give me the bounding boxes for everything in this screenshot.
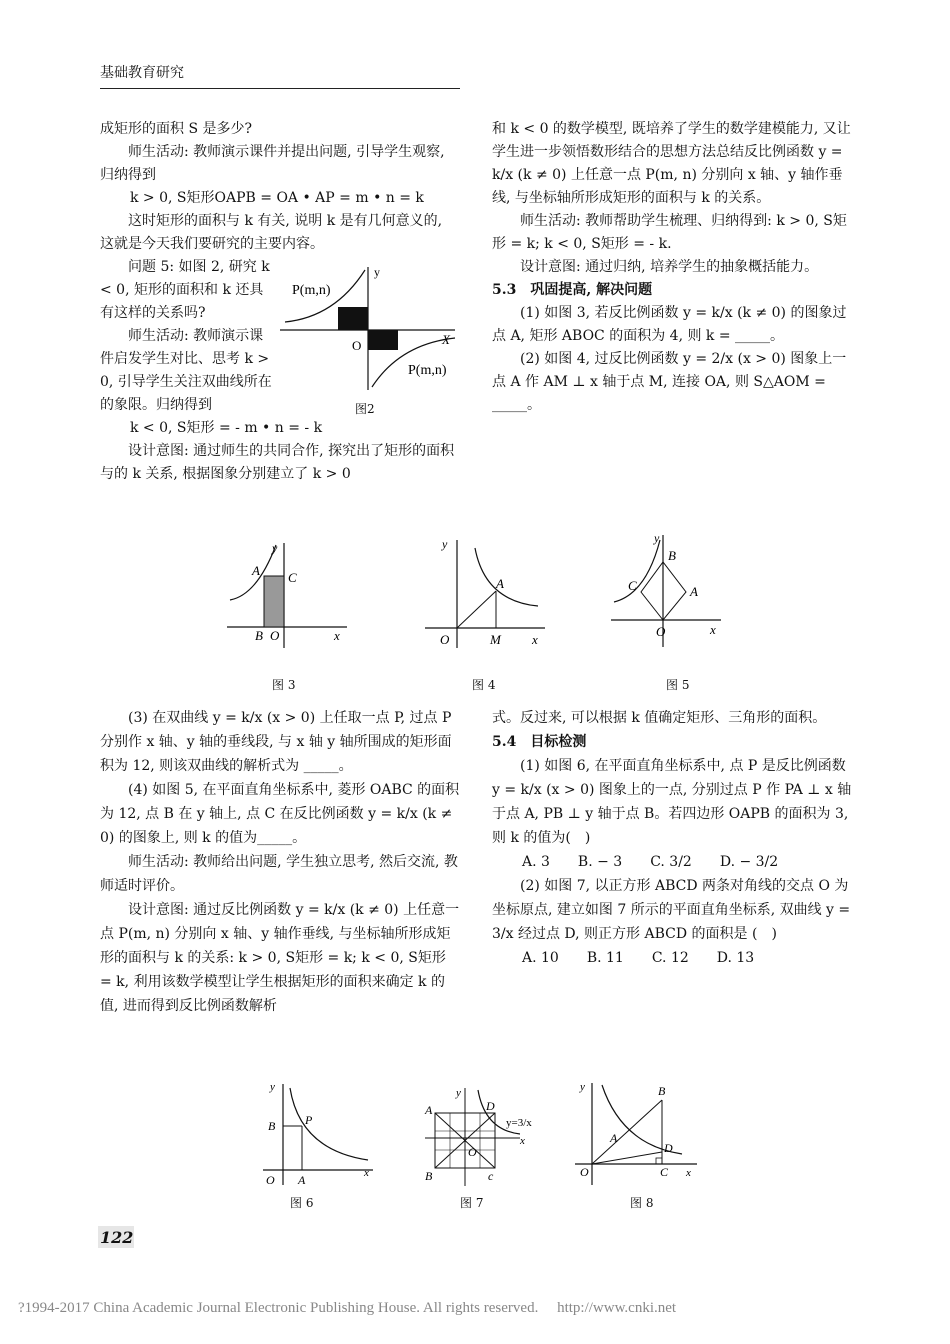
label-o: O [266,1173,275,1187]
paragraph: 这时矩形的面积与 k 有关, 说明 k 是有几何意义的, 这就是今天我们要研究的主要内容。 [100,213,443,252]
label-p: P(m,n) [292,283,331,298]
label-y: y [270,1081,275,1093]
section-heading: 5.4 目标检测 [492,734,587,750]
label-o: O [656,624,666,639]
figure-5 [606,532,726,652]
right-angle-mark [656,1158,662,1164]
label-y: y [456,1087,461,1099]
paragraph: 师生活动: 教师演示课件启发学生对比、思考 k > 0, 引导学生关注双曲线所在的象限。归纳得到 [100,328,272,413]
label-c: C [660,1165,669,1179]
rectangle [264,576,284,627]
label-y: y [442,537,448,551]
paragraph: 设计意图: 通过反比例函数 y = k/x (k ≠ 0) 上任意一点 P(m, n) 分别向 x 轴、y 轴作垂线, 与坐标轴所形成矩形的面积与 k 的关系: k > 0, S矩形 = k; k < 0, S矩形 = k, 利用该数学模型让学生根据矩形的面积来确定 k 的值, 进而得到反比例函数解析 [100,902,460,1014]
label-x: x [334,628,340,643]
running-header: 基础教育研究 [100,65,184,81]
paragraph: 成矩形的面积 S 是多少? [100,121,252,137]
label-o: O [352,338,362,353]
label-p: P [305,1113,313,1127]
caption-fig2: 图2 [355,402,375,416]
figure-3 [222,540,352,650]
label-a: A [610,1131,618,1145]
caption-fig7: 图 7 [460,1196,484,1210]
rectangle [338,307,368,330]
paragraph: 设计意图: 通过师生的共同合作, 探究出了矩形的面积与的 k 关系, 根据图象分别建立了 k > 0 [100,443,455,482]
label-a: A [496,576,504,591]
label-y: y [654,532,660,545]
label-b: B [425,1169,433,1183]
paragraph: 师生活动: 教师帮助学生梳理、归纳得到: k > 0, S矩形 = k; k < 0, S矩形 = - k. [492,213,847,252]
formula: k > 0, S矩形OAPB = OA • AP = m • n = k [130,190,424,206]
segment-oa [457,591,496,628]
figure-2 [280,262,460,392]
label-a: A [690,584,698,599]
caption-fig8: 图 8 [630,1196,654,1210]
label-a: A [298,1173,306,1187]
answer-options: A. 3 B. − 3 C. 3/2 D. − 3/2 [522,854,779,870]
caption-fig3: 图 3 [272,678,296,692]
left-column-lower [100,706,460,1018]
paragraph: (2) 如图 7, 以正方形 ABCD 两条对角线的交点 O 为坐标原点, 建立如图 7 所示的平面直角坐标系, 双曲线 y = 3/x 经过点 D, 则正方形 ABCD 的面积是 ( ) [492,878,851,942]
formula: k < 0, S矩形 = - m • n = - k [130,420,323,436]
label-o: O [580,1165,589,1179]
right-column-lower [492,706,852,970]
caption-fig5: 图 5 [666,678,690,692]
paragraph: 式。反过来, 可以根据 k 值确定矩形、三角形的面积。 [492,710,827,726]
hyperbola-branch [614,540,660,602]
caption-fig6: 图 6 [290,1196,314,1210]
label-a: A [425,1103,433,1117]
label-y: y [272,541,278,555]
paragraph: 和 k < 0 的数学模型, 既培养了学生的数学建模能力, 又让学生进一步领悟数形结合的思想方法总结反比例函数 y = k/x (k ≠ 0) 上任意一点 P(m, n) 分别向 x 轴、y 轴作垂线, 与坐标轴所形成矩形的面积与 k 的关系。 [492,121,851,206]
label-c: C [288,570,297,585]
answer-options: A. 10 B. 11 C. 12 D. 13 [522,950,755,966]
segment-ob [592,1100,662,1164]
paragraph: (2) 如图 4, 过反比例函数 y = 2/x (x > 0) 图象上一点 A 作 AM ⊥ x 轴于点 M, 连接 OA, 则 S△AOM = _____。 [492,351,847,413]
label-y: y [374,265,380,279]
paragraph: (1) 如图 6, 在平面直角坐标系中, 点 P 是反比例函数 y = k/x (x > 0) 图象上的一点, 分别过点 P 作 PA ⊥ x 轴于点 A, PB ⊥ y 轴于点 B。若四边形 OAPB 的面积为 3, 则 k 的值为( ) [492,758,852,846]
figure-8 [572,1080,702,1190]
label-equation: y=3/x [506,1117,532,1129]
label-d: D [664,1141,673,1155]
section-heading: 5.3 巩固提高, 解决问题 [492,282,653,298]
paragraph: (1) 如图 3, 若反比例函数 y = k/x (k ≠ 0) 的图象过点 A, 矩形 ABOC 的面积为 4, 则 k = _____。 [492,305,847,344]
copyright-footer: ?1994-2017 China Academic Journal Electronic Publishing House. All rights reserved. http://www.cnki.net [18,1300,677,1316]
header-rule [100,88,460,89]
label-p: P(m,n) [408,363,447,378]
figure-4 [420,536,550,651]
label-x: X [442,332,450,347]
label-m: M [490,632,501,647]
label-b: B [255,628,263,643]
label-o: O [468,1145,477,1159]
label-b: B [268,1119,276,1133]
page-number: 122 [100,1228,134,1247]
label-a: A [252,563,260,578]
label-c: c [488,1169,494,1183]
paragraph: (3) 在双曲线 y = k/x (x > 0) 上任取一点 P, 过点 P 分别作 x 轴、y 轴的垂线段, 与 x 轴 y 轴所围成的矩形面积为 12, 则该双曲线的解析式为 _____。 [100,710,452,774]
label-o: O [270,628,280,643]
label-b: B [668,548,676,563]
figure-7 [420,1086,550,1191]
label-x: x [710,622,716,637]
label-x: x [532,632,538,647]
label-o: O [440,632,450,647]
rectangle [368,330,398,350]
hyperbola-branch [475,548,538,606]
label-x: x [520,1135,525,1147]
paragraph: 设计意图: 通过归纳, 培养学生的抽象概括能力。 [520,259,819,275]
caption-fig4: 图 4 [472,678,496,692]
paragraph: (4) 如图 5, 在平面直角坐标系中, 菱形 OABC 的面积为 12, 点 B 在 y 轴上, 点 C 在反比例函数 y = k/x (k ≠ 0) 的图象上, 则 k 的值为_____。 [100,782,460,846]
label-x: x [364,1167,369,1179]
label-y: y [580,1081,585,1093]
paragraph: 师生活动: 教师给出问题, 学生独立思考, 然后交流, 教师适时评价。 [100,854,458,894]
paragraph: 师生活动: 教师演示课件并提出问题, 引导学生观察, 归纳得到 [100,144,445,183]
label-x: x [686,1167,691,1179]
figure-6 [258,1080,378,1190]
label-c: C [628,578,637,593]
right-column-upper [492,118,852,417]
label-b: B [658,1084,666,1098]
paragraph: 问题 5: 如图 2, 研究 k < 0, 矩形的面积和 k 还具有这样的关系吗? [100,259,270,321]
label-d: D [486,1099,495,1113]
